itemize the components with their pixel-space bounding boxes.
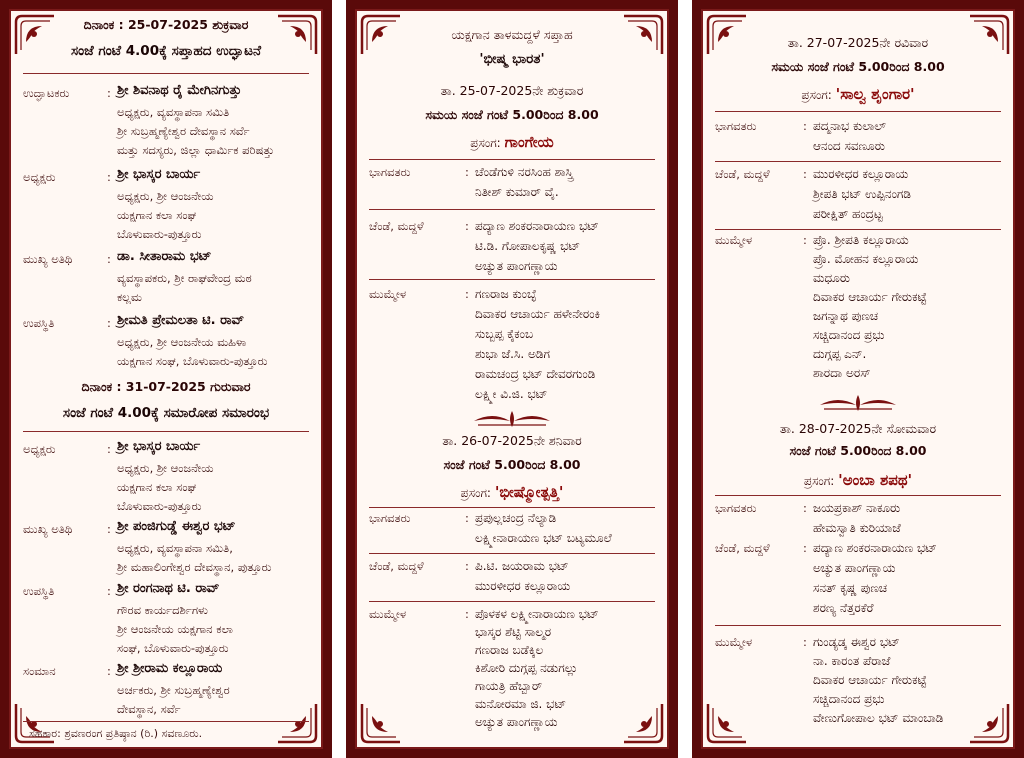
group-label: ಭಾಗವತರು xyxy=(369,165,411,179)
divider xyxy=(715,625,1001,626)
divider xyxy=(369,279,655,280)
artist-name: ಸುಬ್ಬಪ್ಪ ಕೈಕಂಬ xyxy=(475,327,534,341)
entry-name: ಶ್ರೀಮತಿ ಪ್ರೇಮಲತಾ ಟಿ. ರಾವ್ xyxy=(117,313,245,328)
prasanga-label: ಪ್ರಸಂಗ: xyxy=(470,136,501,150)
entry-name: ಡಾ. ಸೀತಾರಾಮ ಭಟ್ xyxy=(117,249,212,264)
middle-panel-paper: ಯಕ್ಷಗಾನ ತಾಳಮದ್ದಳೆ ಸಪ್ತಾಹ 'ಭೀಷ್ಮ ಭಾರತ' ತಾ. 25-07-2025ನೇ ಶುಕ್ರವಾರ ಸಮಯ ಸಂಜೆ ಗಂಟೆ 5.00ರಿಂದ 8.00 ಪ್ರಸಂಗ: ಗಾಂಗೇಯ ಭಾಗವತರು : ಚೆಂಡೆಗುಳಿ ನರಸಿಂಹ ಶಾಸ್ತ್ರಿ ನಿತೀಶ್ ಕುಮಾರ್ ವೈ. ಚೆಂಡೆ, ಮದ್ದಳೆ : ಪದ್ಯಾಣ ಶಂಕರನಾರಾಯಣ ಭಟ್ ಟಿ.ಡಿ. ಗೋಪಾಲಕೃಷ್ಣ ಭಟ್ ಅಚ್ಯುತ ಪಾಂಗಣ್ಣಾಯ ಮುಮ್ಮೇಳ : ಗಣರಾಜ ಕುಂಬ್ಳೆ ದಿವಾಕರ ಆಚಾರ್ಯ ಹಳೇನೇರಂಕಿ ಸುಬ್ಬಪ್ಪ ಕೈಕಂಬ ಶುಭಾ ಜೆ.ಸಿ. ಅಡಿಗ ರಾಮಚಂದ್ರ ಭಟ್ ದೇವರಗುಂಡಿ ಲಕ್ಷ್ಮೀ ವಿ.ಜಿ. ಭಟ್ ತಾ. 26-07-2025ನೇ ಶನಿವಾರ ಸಂಜೆ ಗಂಟೆ 5.00ರಿಂದ 8.00 ಪ್ರಸಂಗ: 'ಭೀಷ್ಮೋತ್ಪತ್ತಿ' ಭಾಗವತರು : ಪ್ರಪುಲ್ಲಚಂದ್ರ ನೆಲ್ಯಾಡಿ ಲಕ್ಷ್ಮೀನಾರಾಯಣ ಭಟ್ ಬಟ್ಯಮೂಲೆ ಚೆಂಡೆ, ಮದ್ದಳೆ : ಪಿ.ಟಿ. ಜಯರಾಮ ಭಟ್ ಮುರಳೀಧರ ಕಲ್ಲೂರಾಯ ಮುಮ್ಮೇಳ : ಪೊಳಕಳ ಲಕ್ಷ್ಮೀನಾರಾಯಣ ಭಟ್ ಭಾಸ್ಕರ ಶೆಟ್ಟಿ ಸಾಲ್ಮರ ಗಣರಾಜ ಬಡೆಕ್ಕಿಲ ಕಿಶೋರಿ ದುಗ್ಗಪ್ಪ ನಡುಗಲ್ಲು ಗಾಯತ್ರಿ ಹೆಬ್ಬಾರ್ ಮನೋರಮಾ ಜಿ. ಭಟ್ ಅಚ್ಯುತ ಪಾಂಗಣ್ಣಾಯ xyxy=(355,9,669,749)
entry-label: ಅಧ್ಯಕ್ಷರು xyxy=(23,442,56,456)
artist-name: ಟಿ.ಡಿ. ಗೋಪಾಲಕೃಷ್ಣ ಭಟ್ xyxy=(475,239,581,253)
artist-name: ಮಧೂರು xyxy=(813,271,850,285)
prasanga-title: ಗಾಂಗೇಯ xyxy=(504,133,554,151)
event-title: ಯಕ್ಷಗಾನ ತಾಳಮದ್ದಳೆ ಸಪ್ತಾಹ xyxy=(451,27,573,42)
artist-name: ನಾ. ಕಾರಂತ ಪೆರಾಜೆ xyxy=(813,654,891,668)
divider xyxy=(369,601,655,602)
prasanga-title: 'ಅಂಬಾ ಶಪಥ' xyxy=(838,471,913,489)
group-label: ಚೆಂಡೆ, ಮದ್ದಳೆ xyxy=(715,541,770,555)
artist-name: ರಾಮಚಂದ್ರ ಭಟ್ ದೇವರಗುಂಡಿ xyxy=(475,367,596,381)
entry-detail: ವ್ಯವಸ್ಥಾಪಕರು, ಶ್ರೀ ರಾಘವೇಂದ್ರ ಮಠ xyxy=(117,271,252,285)
divider xyxy=(715,161,1001,162)
artist-name: ಪ್ರಪುಲ್ಲಚಂದ್ರ ನೆಲ್ಯಾಡಿ xyxy=(475,511,557,525)
group-label: ಭಾಗವತರು xyxy=(715,501,757,515)
right-panel-paper: ತಾ. 27-07-2025ನೇ ರವಿವಾರ ಸಮಯ ಸಂಜೆ ಗಂಟೆ 5.00ರಿಂದ 8.00 ಪ್ರಸಂಗ: 'ಸಾಲ್ವ ಶೃಂಗಾರ' ಭಾಗವತರು : ಪದ್ಮನಾಭ ಕುಲಾಲ್ ಆನಂದ ಸವಣೂರು ಚೆಂಡೆ, ಮದ್ದಳೆ : ಮುರಳೀಧರ ಕಲ್ಲೂರಾಯ ಶ್ರೀಪತಿ ಭಟ್ ಉಪ್ಪಿನಂಗಡಿ ಪರೀಕ್ಷಿತ್ ಹಂದ್ರಟ್ಟ ಮುಮ್ಮೇಳ : ಪ್ರೊ. ಶ್ರೀಪತಿ ಕಲ್ಲೂರಾಯ ಪ್ರೊ. ಮೋಹನ ಕಲ್ಲೂರಾಯ ಮಧೂರು ದಿವಾಕರ ಆಚಾರ್ಯ ಗೇರುಕಟ್ಟೆ ಜಗನ್ನಾಥ ಪುಣಚ ಸಚ್ಚಿದಾನಂದ ಪ್ರಭು ದುಗ್ಗಪ್ಪ ಎನ್. ಶಾರದಾ ಅರಸ್ ತಾ. 28-07-2025ನೇ ಸೋಮವಾರ ಸಂಜೆ ಗಂಟೆ 5.00ರಿಂದ 8.00 ಪ್ರಸಂಗ: 'ಅಂಬಾ ಶಪಥ' ಭಾಗವತರು : ಜಯಪ್ರಕಾಶ್ ನಾಕೂರು ಹೇಮಸ್ವಾತಿ ಕುರಿಯಾಜೆ ಚೆಂಡೆ, ಮದ್ದಳೆ : ಪದ್ಯಾಣ ಶಂಕರನಾರಾಯಣ ಭಟ್ ಅಚ್ಯುತ ಪಾಂಗಣ್ಣಾಯ ಸನತ್ ಕೃಷ್ಣ ಪುಣಚ ಶರಣ್ಯ ನೆತ್ತರಕೆರೆ ಮುಮ್ಮೇಳ : ಗುಂಡ್ಯಡ್ಕ ಈಶ್ವರ ಭಟ್ ನಾ. ಕಾರಂತ ಪೆರಾಜೆ ದಿವಾಕರ ಆಚಾರ್ಯ ಗೇರುಕಟ್ಟೆ ಸಚ್ಚಿದಾನಂದ ಪ್ರಭು ವೇಣುಗೋಪಾಲ ಭಟ್ ಮಾಂಬಾಡಿ xyxy=(701,9,1015,749)
show-date: ತಾ. 28-07-2025ನೇ ಸೋಮವಾರ xyxy=(779,421,937,436)
entry-label: ಅಧ್ಯಕ್ಷರು xyxy=(23,170,56,184)
flourish-ornament-icon xyxy=(818,393,898,413)
artist-name: ಪದ್ಮನಾಭ ಕುಲಾಲ್ xyxy=(813,119,886,133)
divider xyxy=(23,73,309,74)
divider xyxy=(369,553,655,554)
entry-name: ಶ್ರೀ ರಂಗನಾಥ ಟಿ. ರಾವ್ xyxy=(117,581,220,596)
entry-label: ಸಂಮಾನ xyxy=(23,664,56,678)
show-date: ತಾ. 25-07-2025ನೇ ಶುಕ್ರವಾರ xyxy=(440,83,584,98)
group-label: ಮುಮ್ಮೇಳ xyxy=(715,635,753,649)
artist-name: ಚೆಂಡೆಗುಳಿ ನರಸಿಂಹ ಶಾಸ್ತ್ರಿ xyxy=(475,165,574,179)
artist-name: ಕಿಶೋರಿ ದುಗ್ಗಪ್ಪ ನಡುಗಲ್ಲು xyxy=(475,661,578,675)
artist-name: ಅಚ್ಯುತ ಪಾಂಗಣ್ಣಾಯ xyxy=(475,259,558,273)
prasanga-line xyxy=(703,85,1013,103)
artist-name: ಮುರಳೀಧರ ಕಲ್ಲೂರಾಯ xyxy=(813,167,909,181)
artist-name: ವೇಣುಗೋಪಾಲ ಭಟ್ ಮಾಂಬಾಡಿ xyxy=(813,711,944,725)
entry-name: ಶ್ರೀ ಭಾಸ್ಕರ ಬಾರ್ಯ xyxy=(117,439,201,454)
show-time: ಸಂಜೆ ಗಂಟೆ 5.00ರಿಂದ 8.00 xyxy=(443,457,581,472)
prasanga-line xyxy=(357,483,667,501)
artist-name: ಪ್ರೊ. ಶ್ರೀಪತಿ ಕಲ್ಲೂರಾಯ xyxy=(813,233,909,247)
entry-detail: ಯಕ್ಷಗಾನ ಕಲಾ ಸಂಘ xyxy=(117,480,197,494)
entry-detail: ಅಧ್ಯಕ್ಷರು, ವ್ಯವಸ್ಥಾಪನಾ ಸಮಿತಿ xyxy=(117,105,230,119)
corner-ornament-icon xyxy=(358,700,404,746)
artist-name: ಸಚ್ಚಿದಾನಂದ ಪ್ರಭು xyxy=(813,328,885,342)
flourish-ornament-icon xyxy=(472,409,552,429)
entry-label: ಮುಖ್ಯ ಅತಿಥಿ xyxy=(23,252,73,266)
artist-name: ನಿತೀಶ್ ಕುಮಾರ್ ವೈ. xyxy=(475,185,559,199)
show-date: ತಾ. 27-07-2025ನೇ ರವಿವಾರ xyxy=(787,35,929,50)
artist-name: ಶುಭಾ ಜೆ.ಸಿ. ಅಡಿಗ xyxy=(475,347,550,361)
entry-detail: ದೇವಸ್ಥಾನ, ಸರ್ವೆ xyxy=(117,702,181,716)
entry-detail: ಶ್ರೀ ಮಹಾಲಿಂಗೇಶ್ವರ ದೇವಸ್ಥಾನ, ಪುತ್ತೂರು xyxy=(117,560,272,574)
prasanga-label: ಪ್ರಸಂಗ: xyxy=(801,88,832,102)
show-time: ಸಮಯ ಸಂಜೆ ಗಂಟೆ 5.00ರಿಂದ 8.00 xyxy=(425,107,599,122)
entry-label: ಮುಖ್ಯ ಅತಿಥಿ xyxy=(23,522,73,536)
divider xyxy=(715,229,1001,230)
prasanga-line xyxy=(703,471,1013,489)
artist-name: ಲಕ್ಷ್ಮೀನಾರಾಯಣ ಭಟ್ ಬಟ್ಯಮೂಲೆ xyxy=(475,531,612,545)
left-panel-paper: ದಿನಾಂಕ : 25-07-2025 ಶುಕ್ರವಾರ ಸಂಜೆ ಗಂಟೆ 4.00ಕ್ಕೆ ಸಪ್ತಾಹದ ಉದ್ಘಾಟನೆ ಉದ್ಘಾಟಕರು : ಶ್ರೀ ಶಿವನಾಥ ರೈ ಮೇಗಿನಗುತ್ತು ಅಧ್ಯಕ್ಷರು, ವ್ಯವಸ್ಥಾಪನಾ ಸಮಿತಿ ಶ್ರೀ ಸುಬ್ರಹ್ಮಣ್ಯೇಶ್ವರ ದೇವಸ್ಥಾನ ಸರ್ವೆ ಮತ್ತು ಸದಸ್ಯರು, ಜಿಲ್ಲಾ ಧಾರ್ಮಿಕ ಪರಿಷತ್ತು ಅಧ್ಯಕ್ಷರು : ಶ್ರೀ ಭಾಸ್ಕರ ಬಾರ್ಯ ಅಧ್ಯಕ್ಷರು, ಶ್ರೀ ಆಂಜನೇಯ ಯಕ್ಷಗಾನ ಕಲಾ ಸಂಘ ಬೊಳುವಾರು-ಪುತ್ತೂರು ಮುಖ್ಯ ಅತಿಥಿ : ಡಾ. ಸೀತಾರಾಮ ಭಟ್ ವ್ಯವಸ್ಥಾಪಕರು, ಶ್ರೀ ರಾಘವೇಂದ್ರ ಮಠ ಕಲ್ಲಮ ಉಪಸ್ಥಿತಿ : ಶ್ರೀಮತಿ ಪ್ರೇಮಲತಾ ಟಿ. ರಾವ್ ಅಧ್ಯಕ್ಷರು, ಶ್ರೀ ಆಂಜನೇಯ ಮಹಿಳಾ ಯಕ್ಷಗಾನ ಸಂಘ, ಬೊಳುವಾರು-ಪುತ್ತೂರು ದಿನಾಂಕ : 31-07-2025 ಗುರುವಾರ ಸಂಜೆ ಗಂಟೆ 4.00ಕ್ಕೆ ಸಮಾರೋಪ ಸಮಾರಂಭ ಅಧ್ಯಕ್ಷರು : ಶ್ರೀ ಭಾಸ್ಕರ ಬಾರ್ಯ ಅಧ್ಯಕ್ಷರು, ಶ್ರೀ ಆಂಜನೇಯ ಯಕ್ಷಗಾನ ಕಲಾ ಸಂಘ ಬೊಳುವಾರು-ಪುತ್ತೂರು ಮುಖ್ಯ ಅತಿಥಿ : ಶ್ರೀ ಪಂಜಿಗುಡ್ಡೆ ಈಶ್ವರ ಭಟ್ ಅಧ್ಯಕ್ಷರು, ವ್ಯವಸ್ಥಾಪನಾ ಸಮಿತಿ, ಶ್ರೀ ಮಹಾಲಿಂಗೇಶ್ವರ ದೇವಸ್ಥಾನ, ಪುತ್ತೂರು ಉಪಸ್ಥಿತಿ : ಶ್ರೀ ರಂಗನಾಥ ಟಿ. ರಾವ್ ಗೌರವ ಕಾರ್ಯದರ್ಶಿಗಳು ಶ್ರೀ ಆಂಜನೇಯ ಯಕ್ಷಗಾನ ಕಲಾ ಸಂಘ, ಬೊಳುವಾರು-ಪುತ್ತೂರು ಸಂಮಾನ : ಶ್ರೀ ಶ್ರೀರಾಮ ಕಲ್ಲೂರಾಯ ಅರ್ಚಕರು, ಶ್ರೀ ಸುಬ್ರಹ್ಮಣ್ಯೇಶ್ವರ ದೇವಸ್ಥಾನ, ಸರ್ವೆ ಸಹಕಾರ: ಶ್ರವಣರಂಗ ಪ್ರತಿಷ್ಠಾನ (ರಿ.) ಸವಣೂರು. xyxy=(9,9,323,749)
artist-name: ಭಾಸ್ಕರ ಶೆಟ್ಟಿ ಸಾಲ್ಮರ xyxy=(475,625,552,639)
entry-detail: ಅಧ್ಯಕ್ಷರು, ಶ್ರೀ ಆಂಜನೇಯ xyxy=(117,461,214,475)
artist-name: ಸಚ್ಚಿದಾನಂದ ಪ್ರಭು xyxy=(813,692,885,706)
artist-name: ಸನತ್ ಕೃಷ್ಣ ಪುಣಚ xyxy=(813,581,888,595)
divider xyxy=(23,431,309,432)
prasanga-title: 'ಭೀಷ್ಮೋತ್ಪತ್ತಿ' xyxy=(494,483,564,501)
artist-name: ಶ್ರೀಪತಿ ಭಟ್ ಉಪ್ಪಿನಂಗಡಿ xyxy=(813,187,911,201)
artist-name: ಆನಂದ ಸವಣೂರು xyxy=(813,139,885,153)
group-label: ಚೆಂಡೆ, ಮದ್ದಳೆ xyxy=(369,559,424,573)
artist-name: ಶರಣ್ಯ ನೆತ್ತರಕೆರೆ xyxy=(813,601,874,615)
middle-panel xyxy=(346,0,678,758)
artist-name: ಜಗನ್ನಾಥ ಪುಣಚ xyxy=(813,309,879,323)
entry-label: ಉದ್ಘಾಟಕರು xyxy=(23,86,70,100)
entry-detail: ಯಕ್ಷಗಾನ ಸಂಘ, ಬೊಳುವಾರು-ಪುತ್ತೂರು xyxy=(117,354,268,368)
artist-name: ಮನೋರಮಾ ಜಿ. ಭಟ್ xyxy=(475,697,567,711)
entry-detail: ಶ್ರೀ ಸುಬ್ರಹ್ಮಣ್ಯೇಶ್ವರ ದೇವಸ್ಥಾನ ಸರ್ವೆ xyxy=(117,124,250,138)
group-label: ಮುಮ್ಮೇಳ xyxy=(715,233,753,247)
entry-name: ಶ್ರೀ ಪಂಜಿಗುಡ್ಡೆ ಈಶ್ವರ ಭಟ್ xyxy=(117,519,236,534)
corner-ornament-icon xyxy=(704,700,750,746)
entry-name: ಶ್ರೀ ಭಾಸ್ಕರ ಬಾರ್ಯ xyxy=(117,167,201,182)
artist-name: ಪದ್ಯಾಣ ಶಂಕರನಾರಾಯಣ ಭಟ್ xyxy=(813,541,937,555)
prasanga-line xyxy=(357,133,667,151)
valedictory-heading: ಸಂಜೆ ಗಂಟೆ 4.00ಕ್ಕೆ ಸಮಾರೋಪ ಸಮಾರಂಭ xyxy=(62,405,270,421)
entry-name: ಶ್ರೀ ಶಿವನಾಥ ರೈ ಮೇಗಿನಗುತ್ತು xyxy=(117,83,242,98)
divider xyxy=(23,721,309,722)
artist-name: ಪೊಳಕಳ ಲಕ್ಷ್ಮೀನಾರಾಯಣ ಭಟ್ xyxy=(475,607,599,621)
divider xyxy=(715,111,1001,112)
sponsor-footer: ಸಹಕಾರ: ಶ್ರವಣರಂಗ ಪ್ರತಿಷ್ಠಾನ (ರಿ.) ಸವಣೂರು. xyxy=(29,727,203,740)
valedictory-date: ದಿನಾಂಕ : 31-07-2025 ಗುರುವಾರ xyxy=(81,379,251,394)
divider xyxy=(369,159,655,160)
group-label: ಮುಮ್ಮೇಳ xyxy=(369,287,407,301)
prasanga-label: ಪ್ರಸಂಗ: xyxy=(803,474,835,488)
artist-name: ದಿವಾಕರ ಆಚಾರ್ಯ ಗೇರುಕಟ್ಟೆ xyxy=(813,290,927,304)
artist-name: ಗಣರಾಜ ಕುಂಬ್ಳೆ xyxy=(475,287,537,301)
artist-name: ಅಚ್ಯುತ ಪಾಂಗಣ್ಣಾಯ xyxy=(813,561,896,575)
entry-detail: ಅಧ್ಯಕ್ಷರು, ವ್ಯವಸ್ಥಾಪನಾ ಸಮಿತಿ, xyxy=(117,541,233,555)
artist-name: ಗಾಯತ್ರಿ ಹೆಬ್ಬಾರ್ xyxy=(475,679,543,693)
artist-name: ಅಚ್ಯುತ ಪಾಂಗಣ್ಣಾಯ xyxy=(475,715,558,729)
divider xyxy=(715,495,1001,496)
left-panel xyxy=(0,0,332,758)
entry-detail: ಶ್ರೀ ಆಂಜನೇಯ ಯಕ್ಷಗಾನ ಕಲಾ xyxy=(117,622,233,636)
corner-ornament-icon xyxy=(274,700,320,746)
entry-detail: ಗೌರವ ಕಾರ್ಯದರ್ಶಿಗಳು xyxy=(117,603,208,617)
group-label: ಚೆಂಡೆ, ಮದ್ದಳೆ xyxy=(715,167,770,181)
artist-name: ಪಿ.ಟಿ. ಜಯರಾಮ ಭಟ್ xyxy=(475,559,569,573)
inauguration-heading: ಸಂಜೆ ಗಂಟೆ 4.00ಕ್ಕೆ ಸಪ್ತಾಹದ ಉದ್ಘಾಟನೆ xyxy=(70,43,262,59)
entry-label: ಉಪಸ್ಥಿತಿ xyxy=(23,316,55,330)
entry-detail: ಕಲ್ಲಮ xyxy=(117,290,142,304)
group-label: ಭಾಗವತರು xyxy=(369,511,411,525)
artist-name: ಪದ್ಯಾಣ ಶಂಕರನಾರಾಯಣ ಭಟ್ xyxy=(475,219,599,233)
artist-name: ಪ್ರೊ. ಮೋಹನ ಕಲ್ಲೂರಾಯ xyxy=(813,252,919,266)
artist-name: ಲಕ್ಷ್ಮೀ ವಿ.ಜಿ. ಭಟ್ xyxy=(475,387,548,401)
entry-label: ಉಪಸ್ಥಿತಿ xyxy=(23,584,55,598)
artist-name: ಪರೀಕ್ಷಿತ್ ಹಂದ್ರಟ್ಟ xyxy=(813,207,883,221)
group-label: ಮುಮ್ಮೇಳ xyxy=(369,607,407,621)
divider xyxy=(369,209,655,210)
corner-ornament-icon xyxy=(620,700,666,746)
artist-name: ಗುಂಡ್ಯಡ್ಕ ಈಶ್ವರ ಭಟ್ xyxy=(813,635,900,649)
inauguration-date: ದಿನಾಂಕ : 25-07-2025 ಶುಕ್ರವಾರ xyxy=(83,17,249,32)
divider xyxy=(369,507,655,508)
show-date: ತಾ. 26-07-2025ನೇ ಶನಿವಾರ xyxy=(442,433,582,448)
show-time: ಸಮಯ ಸಂಜೆ ಗಂಟೆ 5.00ರಿಂದ 8.00 xyxy=(771,59,945,74)
artist-name: ದಿವಾಕರ ಆಚಾರ್ಯ ಗೇರುಕಟ್ಟೆ xyxy=(813,673,927,687)
artist-name: ಗಣರಾಜ ಬಡೆಕ್ಕಿಲ xyxy=(475,643,544,657)
entry-detail: ಸಂಘ, ಬೊಳುವಾರು-ಪುತ್ತೂರು xyxy=(117,641,229,655)
entry-detail: ಯಕ್ಷಗಾನ ಕಲಾ ಸಂಘ xyxy=(117,208,197,222)
corner-ornament-icon xyxy=(966,700,1012,746)
entry-detail: ಮತ್ತು ಸದಸ್ಯರು, ಜಿಲ್ಲಾ ಧಾರ್ಮಿಕ ಪರಿಷತ್ತು xyxy=(117,143,275,157)
entry-detail: ಬೊಳುವಾರು-ಪುತ್ತೂರು xyxy=(117,227,202,241)
group-label: ಭಾಗವತರು xyxy=(715,119,757,133)
entry-name: ಶ್ರೀ ಶ್ರೀರಾಮ ಕಲ್ಲೂರಾಯ xyxy=(117,661,223,676)
artist-name: ದಿವಾಕರ ಆಚಾರ್ಯ ಹಳೇನೇರಂಕಿ xyxy=(475,307,601,321)
event-subtitle: 'ಭೀಷ್ಮ ಭಾರತ' xyxy=(479,51,545,67)
entry-detail: ಅರ್ಚಕರು, ಶ್ರೀ ಸುಬ್ರಹ್ಮಣ್ಯೇಶ್ವರ xyxy=(117,683,230,697)
show-time: ಸಂಜೆ ಗಂಟೆ 5.00ರಿಂದ 8.00 xyxy=(789,443,927,458)
entry-detail: ಅಧ್ಯಕ್ಷರು, ಶ್ರೀ ಆಂಜನೇಯ ಮಹಿಳಾ xyxy=(117,335,247,349)
group-label: ಚೆಂಡೆ, ಮದ್ದಳೆ xyxy=(369,219,424,233)
artist-name: ಹೇಮಸ್ವಾತಿ ಕುರಿಯಾಜೆ xyxy=(813,521,901,535)
entry-detail: ಬೊಳುವಾರು-ಪುತ್ತೂರು xyxy=(117,499,202,513)
entry-detail: ಅಧ್ಯಕ್ಷರು, ಶ್ರೀ ಆಂಜನೇಯ xyxy=(117,189,214,203)
prasanga-title: 'ಸಾಲ್ವ ಶೃಂಗಾರ' xyxy=(835,85,915,103)
artist-name: ಜಯಪ್ರಕಾಶ್ ನಾಕೂರು xyxy=(813,501,901,515)
prasanga-label: ಪ್ರಸಂಗ: xyxy=(460,486,491,500)
artist-name: ಮುರಳೀಧರ ಕಲ್ಲೂರಾಯ xyxy=(475,579,571,593)
artist-name: ದುಗ್ಗಪ್ಪ ಎನ್. xyxy=(813,347,867,361)
right-panel xyxy=(692,0,1024,758)
artist-name: ಶಾರದಾ ಅರಸ್ xyxy=(813,366,871,380)
